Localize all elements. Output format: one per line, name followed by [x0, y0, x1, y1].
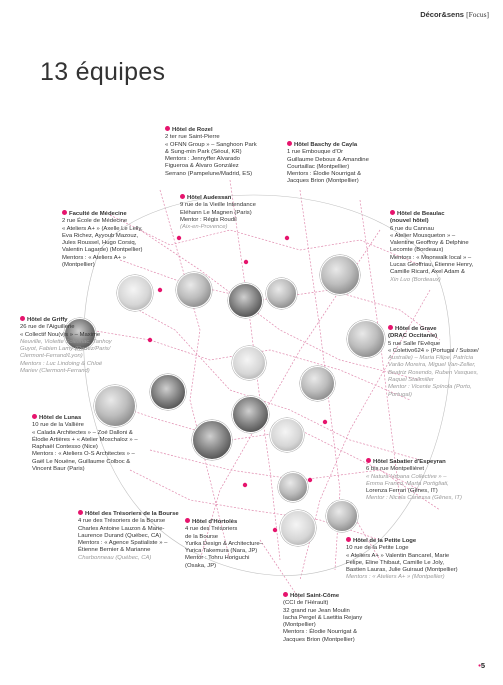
page-title: 13 équipes	[40, 58, 166, 86]
team-photo	[278, 472, 308, 502]
marker-dot-icon	[283, 592, 288, 597]
team-photo	[176, 272, 212, 308]
marker-dot-icon	[165, 126, 170, 131]
marker-dot-icon	[390, 210, 395, 215]
page-number: •5	[478, 661, 485, 670]
team-faculte-de-medecine: Faculté de Médecine 2 rue École de Médecine « Ateliers A+ » (Axelle Le Lelly, Eva Richez, Ayyoub Mazouz, Jules Roussel, Hugo Corsiq, Valentin Lagarde) (Montpellier) Mentors : « Ateliers A+ » (Montpellier)	[62, 211, 143, 269]
marker-dot-icon	[32, 414, 37, 419]
team-photo	[270, 418, 304, 452]
team-photo	[320, 255, 360, 295]
magazine-brand: Décor&sens	[420, 10, 464, 19]
team-hotel-sabatier-d-espeyran: Hôtel Sabatier d'Espeyran 6 bis rue Montpelliéret « Natura Urbana Collective » – Emma Franco, Marta Portigliati, Lorenza Ferrari (Gênes, IT) Mentor : Nicola Canessa (Gênes, IT)	[366, 459, 462, 502]
team-photo	[117, 275, 153, 311]
marker-dot-icon	[287, 141, 292, 146]
team-photo	[232, 396, 269, 433]
team-photo	[228, 283, 263, 318]
marker-dot-icon	[185, 518, 190, 523]
team-photo	[300, 366, 335, 401]
marker-dot-icon	[388, 325, 393, 330]
marker-dot-icon	[180, 194, 185, 199]
marker-dot-icon	[346, 537, 351, 542]
team-hotel-de-griffy: Hôtel de Griffy 26 rue de l'Aiguillerie « Collectif Nou(v)s » – Maxime Neuville, Violette Soleilhac, Tanhoy Guyot, Fabien Lamy (Rodez/Paris/ Clermont-Ferrand/Lyon) Mentors : Luc Lindoing & Chloé Mariev (Clermont-Ferrand)	[20, 317, 112, 375]
section-tag: [Focus]	[466, 10, 489, 19]
team-hotel-de-rozel: Hôtel de Rozel 2 ter rue Saint-Pierre « OFNN Group » – Sanghoon Park & Sung-min Park (Séoul, KR) Mentors : Jennyffer Alvarado Figueroa & Álvaro González Serrano (Pampelune/Madrid, ES)	[165, 127, 257, 177]
team-hotel-d-hortoles: Hôtel d'Hortolès 4 rue des Trésoriers de la Bourse Yurika Design & Architecture– Yurica Takemura (Nara, JP) Mentor : Tohru Horiguchi (Osaka, JP)	[185, 519, 263, 569]
team-hotel-audessan: Hôtel Audessan 9 rue de la Vieille Intendance Eléhann Le Magnen (Paris) Mentor : Régis Roudil (Aix-en-Provence)	[180, 195, 256, 231]
marker-dot-icon	[20, 316, 25, 321]
team-hotel-de-grave: Hôtel de Grave (DRAC Occitanie) 5 rue Salle l'Evêque « Coletivo624 » (Portugal / Suisse/ Australie) – Maria Filipe, Patrícia Varão Moreira, Miguel Van-Zeller, Beatriz Rosendo, Ruben Vasques, Raquel Stallmiller Mentor : Vicente Spínola (Porto, Portugal)	[388, 326, 479, 398]
team-photo	[192, 420, 232, 460]
marker-dot-icon	[366, 458, 371, 463]
team-photo	[347, 320, 385, 358]
marker-dot-icon	[62, 210, 67, 215]
team-photo	[326, 500, 358, 532]
team-hotel-des-tresoriers-de-la-bourse: Hôtel des Trésoriers de la Bourse 4 rue des Trésoriers de la Bourse Charles Antoine Lauzon & Marie- Laurence Durand (Québec, CA) Mentors : « Agence Spatialiste » – Étienne Bernier & Marianne Charbonneau (Québec, CA)	[78, 511, 179, 561]
team-photo	[232, 346, 266, 380]
team-hotel-saint-come: Hôtel Saint-Côme (CCI de l'Hérault) 32 grand rue Jean Moulin Iacha Pergel & Laetitia Rejany (Montpellier) Mentors : Élodie Nourrigat & Jacques Brion (Montpellier)	[283, 593, 363, 643]
team-photo	[266, 278, 297, 309]
team-photo	[280, 510, 316, 546]
team-hotel-de-lunas: Hôtel de Lunas 10 rue de la Vallière « Calada Architectes » – Zoé Dalloni & Élodie Artières + « Atelier Moschaloz » – Raphaël Contesso (Nice) Mentors : « Ateliers O-S Architectes » – Gaël Le Nouëne, Guillaume Colboc & Vincent Baur (Paris)	[32, 415, 138, 473]
team-hotel-de-beaulac: Hôtel de Beaulac (nouvel hôtel) 6 rue du Cannau « Atelier Mousqueton » – Valentine Geoffroy & Delphine Lecomte (Bordeaux) Mentors : « Moonwalk local » – Lucas Geoffriau, Étienne Henry, Camille Ricard, Axel Adam & Xin Luo (Bordeaux)	[390, 211, 474, 283]
marker-dot-icon	[78, 510, 83, 515]
page-dot-icon: •	[478, 661, 481, 670]
team-hotel-de-la-petite-loge: Hôtel de la Petite Loge 10 rue de la Petite Loge « Ateliers A+ » Valentin Bancarel, Marie Felipe, Eline Thibaut, Camille Le Joly, Bastien Lauras, Julie Guiraud (Montpellier) Mentors : « Ateliers A+ » (Montpellier)	[346, 538, 458, 581]
team-hotel-baschy-de-cayla: Hôtel Baschy de Cayla 1 rue Embouque d'Or Guillaume Deboux & Amandine Courtaillac (Montpellier) Mentors : Élodie Nourrigat & Jacques Brion (Montpellier)	[287, 142, 369, 185]
team-photo	[150, 374, 186, 410]
